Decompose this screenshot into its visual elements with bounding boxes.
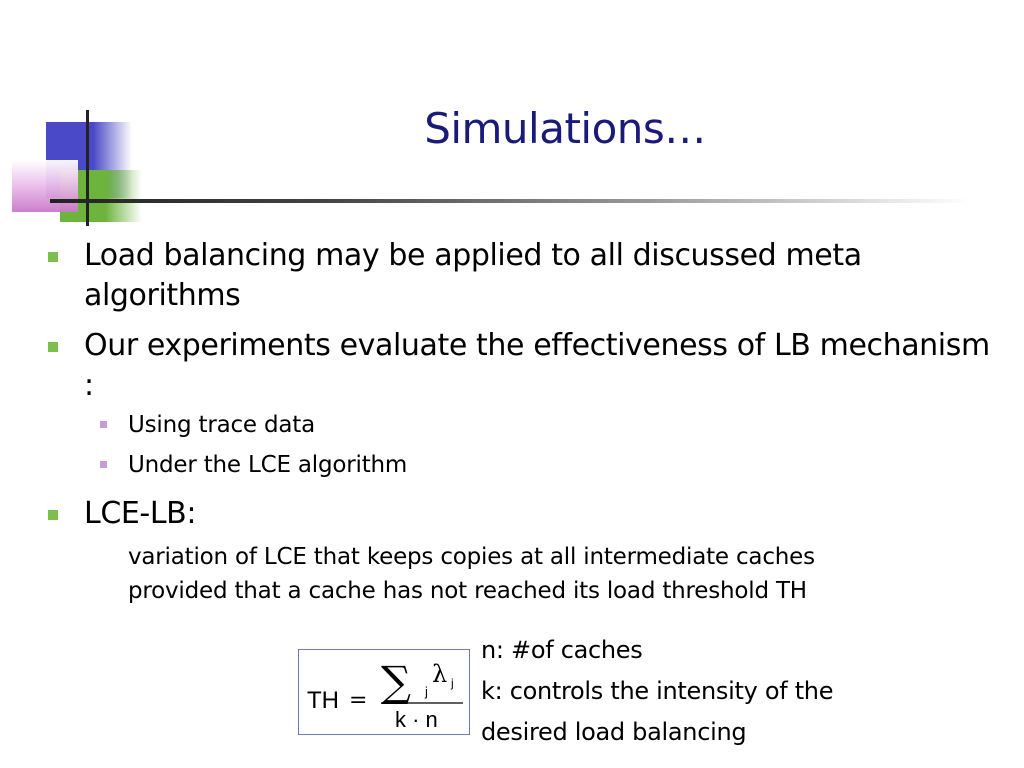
formula-lambda-index: j xyxy=(451,676,454,690)
formula-lambda: λ xyxy=(432,660,448,688)
bullet-item xyxy=(40,236,1000,316)
sub-bullet-item xyxy=(40,450,1000,480)
slide-title: Simulations… xyxy=(424,104,706,153)
bullet-text: LCE-LB: xyxy=(84,496,197,531)
title-underline xyxy=(50,199,970,203)
formula-lhs: TH xyxy=(307,687,339,714)
decor-pink-square xyxy=(12,160,78,212)
formula-denominator: k · n xyxy=(395,707,438,732)
formula-sum-symbol: ∑ xyxy=(381,657,411,706)
sub-bullet-square-icon xyxy=(100,421,107,428)
formula-equals: = xyxy=(349,688,368,713)
formula-graphic xyxy=(299,650,469,734)
bullet-square-icon xyxy=(48,342,58,352)
bullet-item xyxy=(40,494,1000,534)
bullet-item xyxy=(40,326,1000,406)
bullet-square-icon xyxy=(48,510,58,520)
formula-sum-index: j xyxy=(425,684,428,699)
sub-bullet-square-icon xyxy=(100,461,107,468)
bullet-square-icon xyxy=(48,252,58,262)
lce-lb-description xyxy=(40,540,1000,608)
decor-vertical-line xyxy=(86,110,89,226)
formula-legend xyxy=(481,630,1001,753)
legend-line: n: #of caches xyxy=(481,636,643,664)
legend-line: k: controls the intensity of the xyxy=(481,677,834,705)
description-line: variation of LCE that keeps copies at all intermediate caches xyxy=(128,544,815,570)
sub-bullet-item xyxy=(40,410,1000,440)
description-line: provided that a cache has not reached its load threshold TH xyxy=(128,578,807,604)
bullet-text: Our experiments evaluate the effectiveness of LB mechanism : xyxy=(84,328,990,403)
threshold-formula xyxy=(298,649,470,735)
bullet-text: Load balancing may be applied to all discussed meta algorithms xyxy=(84,238,862,313)
bullet-list xyxy=(40,236,1000,608)
legend-line: desired load balancing xyxy=(481,718,747,746)
sub-bullet-text: Under the LCE algorithm xyxy=(128,452,408,478)
sub-bullet-text: Using trace data xyxy=(128,412,315,438)
